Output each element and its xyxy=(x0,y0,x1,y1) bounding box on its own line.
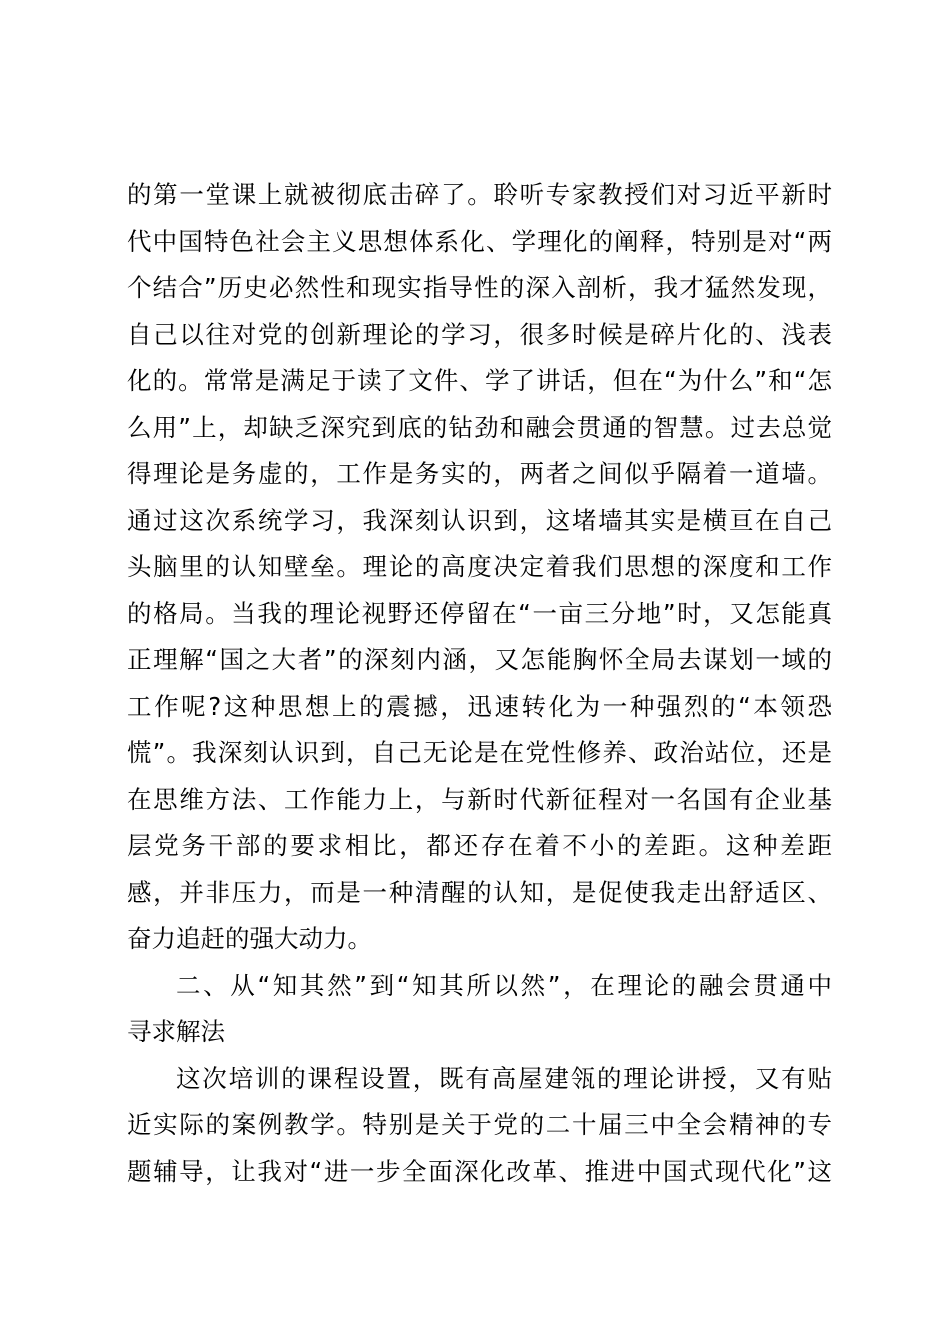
text-line: 感，并非压力，而是一种清醒的认知，是促使我走出舒适区、 xyxy=(127,877,832,907)
text-line: 个结合”历史必然性和现实指导性的深入剖析，我才猛然发现， xyxy=(127,273,832,302)
body-text xyxy=(127,172,832,1195)
text-line: 正理解“国之大者”的深刻内涵，又怎能胸怀全局去谋划一域的 xyxy=(127,645,832,674)
text-line: 寻求解法 xyxy=(127,1017,225,1046)
text-line: 慌”。我深刻认识到，自己无论是在党性修养、政治站位，还是 xyxy=(127,738,832,767)
text-line: 自己以往对党的创新理论的学习，很多时候是碎片化的、浅表 xyxy=(127,319,832,349)
text-line: 么用”上，却缺乏深究到底的钻劲和融会贯通的智慧。过去总觉 xyxy=(127,412,832,442)
text-line: 在思维方法、工作能力上，与新时代新征程对一名国有企业基 xyxy=(127,784,832,814)
text-line: 近实际的案例教学。特别是关于党的二十届三中全会精神的专 xyxy=(127,1110,832,1139)
text-line: 的第一堂课上就被彻底击碎了。聆听专家教授们对习近平新时 xyxy=(127,180,832,209)
text-line: 头脑里的认知壁垒。理论的高度决定着我们思想的深度和工作 xyxy=(127,552,832,581)
text-line: 工作呢?这种思想上的震撼，迅速转化为一种强烈的“本领恐 xyxy=(127,691,832,721)
text-line: 二、从“知其然”到“知其所以然”，在理论的融会贯通中 xyxy=(176,970,832,1000)
text-line: 化的。常常是满足于读了文件、学了讲话，但在“为什么”和“怎 xyxy=(127,366,832,395)
text-line: 得理论是务虚的，工作是务实的，两者之间似乎隔着一道墙。 xyxy=(127,459,832,488)
text-line: 题辅导，让我对“进一步全面深化改革、推进中国式现代化”这 xyxy=(127,1156,832,1186)
text-line: 层党务干部的要求相比，都还存在着不小的差距。这种差距 xyxy=(127,831,832,860)
text-line: 代中国特色社会主义思想体系化、学理化的阐释，特别是对“两 xyxy=(127,226,832,256)
text-line: 这次培训的课程设置，既有高屋建瓴的理论讲授，又有贴 xyxy=(176,1063,832,1093)
text-line: 奋力追赶的强大动力。 xyxy=(127,924,372,953)
text-line: 通过这次系统学习，我深刻认识到，这堵墙其实是横亘在自己 xyxy=(127,505,832,535)
text-line: 的格局。当我的理论视野还停留在“一亩三分地”时，又怎能真 xyxy=(127,598,832,628)
